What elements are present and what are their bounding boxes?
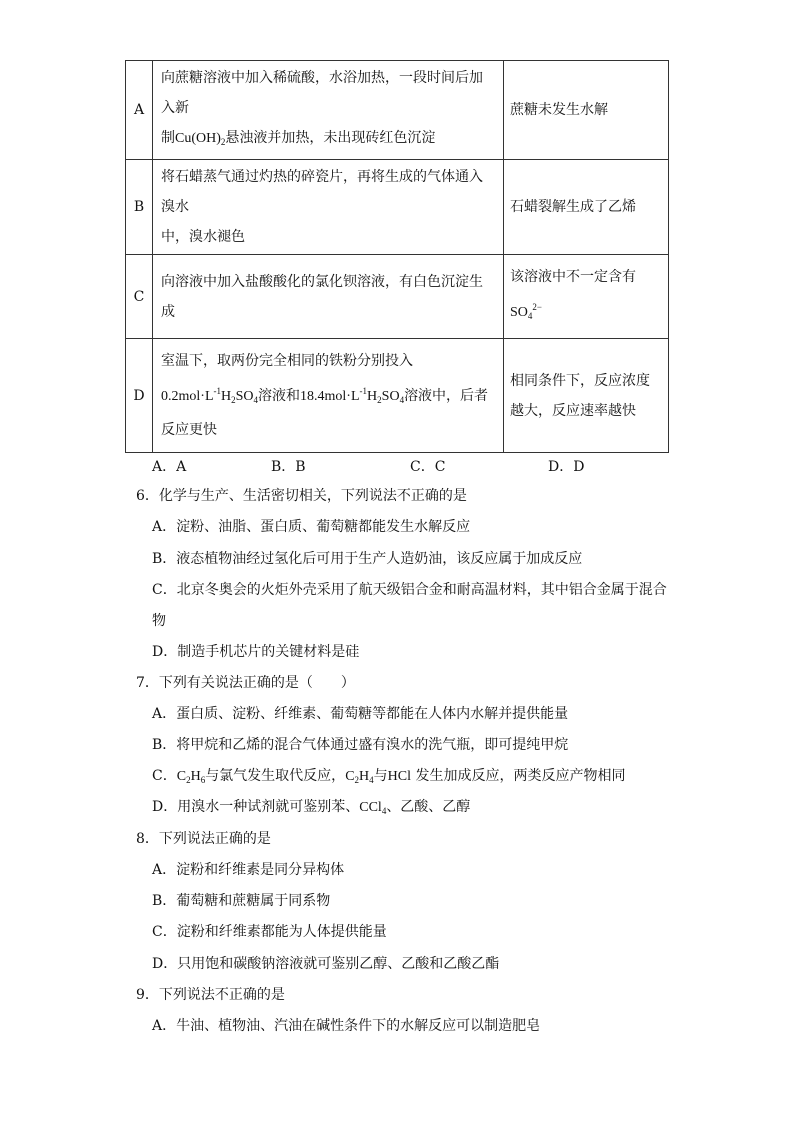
q6-option-a[interactable]: A．淀粉、油脂、蛋白质、葡萄糖都能发生水解反应 bbox=[152, 519, 471, 535]
row-conclusion: 相同条件下，反应浓度 越大，反应速率越快 bbox=[504, 339, 669, 453]
q8-option-c[interactable]: C．淀粉和纤维素都能为人体提供能量 bbox=[152, 924, 387, 940]
answer-options bbox=[152, 456, 712, 476]
q7-option-b[interactable]: B．将甲烷和乙烯的混合气体通过盛有溴水的洗气瓶，即可提纯甲烷 bbox=[152, 737, 569, 753]
option-c[interactable]: C．C bbox=[410, 459, 446, 475]
table-row bbox=[126, 339, 669, 453]
table-row bbox=[126, 255, 669, 339]
experiment-table bbox=[125, 60, 669, 453]
q8-option-a[interactable]: A．淀粉和纤维素是同分异构体 bbox=[152, 862, 345, 878]
question-7-stem: 7．下列有关说法正确的是（ ） bbox=[136, 675, 355, 691]
q8-option-b[interactable]: B．葡萄糖和蔗糖属于同系物 bbox=[152, 893, 331, 909]
option-d[interactable]: D．D bbox=[548, 459, 585, 475]
q7-option-c[interactable]: C．$C_2H_6$与氯气发生取代反应，$C_2H_4$与HCl 发生加成反应，两类反应产物相同 bbox=[152, 768, 626, 785]
q6-option-b[interactable]: B．液态植物油经过氢化后可用于生产人造奶油，该反应属于加成反应 bbox=[152, 551, 583, 567]
q6-option-c[interactable]: C．北京冬奥会的火炬外壳采用了航天级铝合金和耐高温材料，其中铝合金属于混合 bbox=[152, 582, 667, 598]
q7-option-a[interactable]: A．蛋白质、淀粉、纤维素、葡萄糖等都能在人体内水解并提供能量 bbox=[152, 706, 569, 722]
table-row bbox=[126, 61, 669, 160]
q6-option-c-cont: 物 bbox=[152, 613, 166, 629]
row-process: 向溶液中加入盐酸酸化的氯化钡溶液，有白色沉淀生成 bbox=[153, 255, 504, 339]
row-conclusion: 蔗糖未发生水解 bbox=[504, 61, 669, 160]
question-9-stem: 9．下列说法不正确的是 bbox=[136, 987, 285, 1003]
row-label: D bbox=[126, 339, 153, 453]
question-6-stem: 6．化学与生产、生活密切相关，下列说法不正确的是 bbox=[136, 488, 467, 504]
option-b[interactable]: B．B bbox=[271, 459, 306, 475]
q9-option-a[interactable]: A．牛油、植物油、汽油在碱性条件下的水解反应可以制造肥皂 bbox=[152, 1018, 541, 1034]
option-a[interactable]: A．A bbox=[152, 459, 187, 475]
row-label: B bbox=[126, 160, 153, 255]
table-row bbox=[126, 160, 669, 255]
row-process: 室温下，取两份完全相同的铁粉分别投入 $0.2mol\cdot L^{-1}H_2SO_4$溶液和$18.4mol\cdot L^{-1}H_2SO_4$溶液中，后者 反应更快 bbox=[153, 339, 504, 453]
row-conclusion: 石蜡裂解生成了乙烯 bbox=[504, 160, 669, 255]
row-process: 向蔗糖溶液中加入稀硫酸，水浴加热，一段时间后加入新 制$Cu(OH)_2$悬浊液并加热，未出现砖红色沉淀 bbox=[153, 61, 504, 160]
row-label: A bbox=[126, 61, 153, 160]
question-8-stem: 8．下列说法正确的是 bbox=[136, 831, 271, 847]
row-label: C bbox=[126, 255, 153, 339]
q7-option-d[interactable]: D．用溴水一种试剂就可鉴别苯、CCl$_4$、乙酸、乙醇 bbox=[152, 799, 471, 816]
row-process: 将石蜡蒸气通过灼热的碎瓷片，再将生成的气体通入溴水 中，溴水褪色 bbox=[153, 160, 504, 255]
q8-option-d[interactable]: D．只用饱和碳酸钠溶液就可鉴别乙醇、乙酸和乙酸乙酯 bbox=[152, 956, 500, 972]
row-conclusion: 该溶液中不一定含有 $SO_4^{2-}$ bbox=[504, 255, 669, 339]
q6-option-d[interactable]: D．制造手机芯片的关键材料是硅 bbox=[152, 644, 360, 660]
